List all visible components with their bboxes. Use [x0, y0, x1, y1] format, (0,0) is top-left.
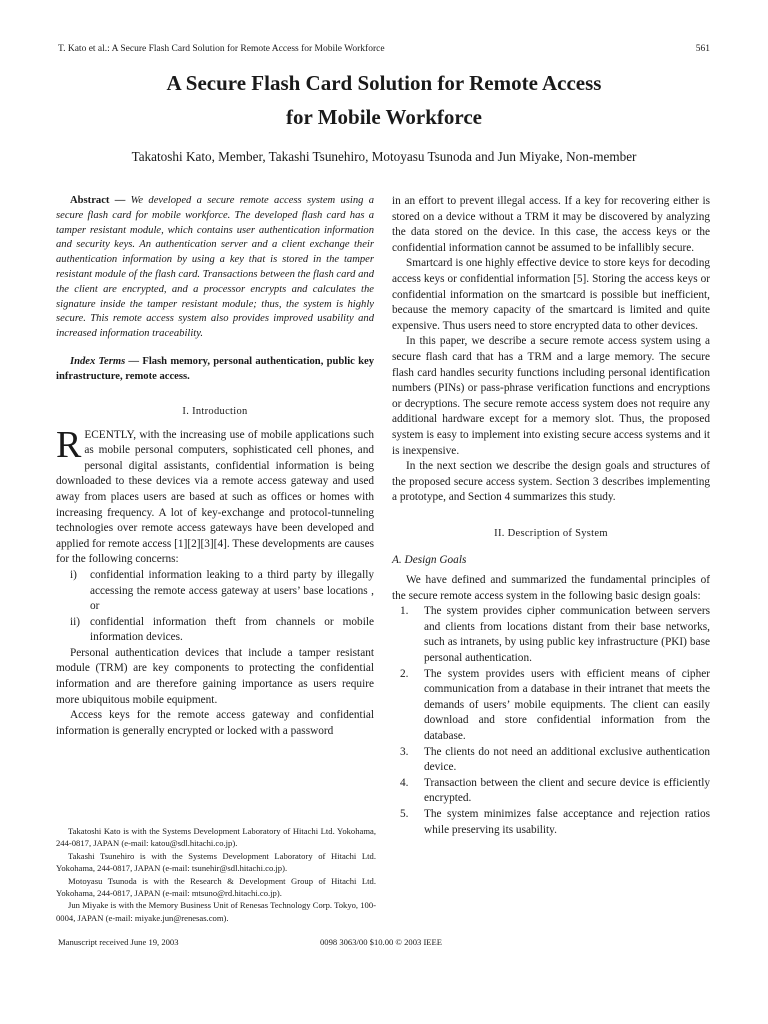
- running-header: [58, 44, 710, 54]
- intro-paragraph-7: In the next section we describe the design goals and structures of the proposed secure access system. Section 3 describes implementing a prototype, and Section 4 summarizes this study.: [392, 460, 710, 504]
- intro-paragraph-2: Personal authentication devices that include a tamper resistant module (TRM) are key components to protecting the confidential information and are therefore gaining importance as users require more ubiquitous mobile equipment.: [56, 646, 374, 706]
- design-goals-list: [392, 604, 710, 838]
- title-line-2: for Mobile Workforce: [286, 105, 482, 129]
- intro-paragraph-4: in an effort to prevent illegal access. If a key for recovering either is stored on a device without a TRM it may be discovered by analyzing the data stored on the device. In this case, the access keys or the confidential information cannot be assumed to be infallibly secure.: [392, 195, 710, 254]
- copyright-notice: 0098 3063/00 $10.00 © 2003 IEEE: [320, 937, 443, 947]
- section-heading-introduction: I. Introduction: [182, 405, 248, 417]
- list-marker: ii): [70, 615, 81, 628]
- list-item: [392, 745, 710, 776]
- manuscript-received: Manuscript received June 19, 2003: [58, 937, 179, 947]
- drop-cap: R: [56, 423, 82, 466]
- list-item-text: The system provides cipher communication between servers and clients from locations distant from their base networks, such as intranets, by using public key infrastructure (PKI) base personal authentication.: [424, 605, 710, 665]
- index-terms-text: Flash memory, personal authentication, public key infrastructure, remote access.: [56, 355, 374, 382]
- list-item: [392, 604, 710, 666]
- footnote: Motoyasu Tsunoda is with the Research & Development Group of Hitachi Ltd. Yokohama, 244-0817, JAPAN (e-mail: mtsuno@rd.hitachi.co.jp).: [56, 875, 376, 899]
- section-heading-description: II. Description of System: [494, 527, 608, 539]
- intro-paragraph-1-text: ECENTLY, with the increasing use of mobile applications such as mobile personal computers, sophisticated cell phones, and personal digital assistants, confidential information is being downloaded to these devices via a remote access gateway and used away from places users are based at such as offices or homes with increasing frequency. A lot of key-exchange and protocol-tunneling technologies over remote access gateways have been developed and applied for remote access [1][2][3][4]. These developments are causes for the following concerns:: [56, 428, 374, 566]
- list-marker: i): [70, 568, 77, 581]
- list-marker: 2.: [400, 667, 409, 680]
- abstract: [56, 194, 374, 342]
- paper-title: [0, 66, 768, 134]
- list-item: [392, 807, 710, 838]
- subsection-heading-design-goals: A. Design Goals: [392, 554, 467, 567]
- list-item-text: The system provides users with efficient means of cipher communication from a database in their intranet that meets the demands of users’ mobile equipments. The client can easily download and store confidential information from the database.: [424, 667, 710, 742]
- list-marker: 3.: [400, 745, 409, 758]
- index-terms-label: Index Terms —: [70, 355, 140, 367]
- running-title: T. Kato et al.: A Secure Flash Card Solution for Remote Access for Mobile Workforce: [58, 44, 385, 54]
- page-number: 561: [695, 44, 710, 54]
- footnote: Jun Miyake is with the Memory Business Unit of Renesas Technology Corp. Tokyo, 100-0004, JAPAN (e-mail: miyake.jun@renesas.com).: [56, 900, 376, 923]
- title-line-1: A Secure Flash Card Solution for Remote Access: [166, 71, 602, 95]
- list-item-text: confidential information theft from channels or mobile information devices.: [90, 615, 374, 644]
- list-marker: 4.: [400, 776, 409, 789]
- list-item: [392, 776, 710, 807]
- footnote: Takatoshi Kato is with the Systems Development Laboratory of Hitachi Ltd. Yokohama, 244-0817, JAPAN (e-mail: katou@sdl.hitachi.co.jp).: [56, 826, 376, 849]
- author-footnotes: [56, 825, 376, 924]
- left-column: [56, 194, 374, 739]
- right-column: [392, 194, 710, 838]
- author-list: Takatoshi Kato, Member, Takashi Tsunehiro, Motoyasu Tsunoda and Jun Miyake, Non-member: [131, 149, 637, 164]
- intro-paragraph-5: Smartcard is one highly effective device to store keys for decoding access keys or confidential information [5]. Storing the access keys or confidential information on the smartcard is possible but inefficient, because the memory capacity of the smartcard is limited and quite expensive. Thus users need to store encrypted data to other devices.: [392, 257, 710, 332]
- list-item: [56, 568, 374, 615]
- page-footer: [58, 937, 708, 947]
- concern-list: [56, 568, 374, 646]
- list-item: [392, 667, 710, 745]
- intro-paragraph-1: [56, 423, 374, 568]
- index-terms: [56, 354, 374, 384]
- list-marker: 1.: [400, 605, 409, 618]
- intro-paragraph-3: Access keys for the remote access gateway and confidential information is generally encrypted or locked with a password: [56, 709, 374, 737]
- design-goals-intro: We have defined and summarized the fundamental principles of the secure remote access system in the following basic design goals:: [392, 574, 710, 602]
- list-marker: 5.: [400, 807, 409, 820]
- list-item: [56, 615, 374, 646]
- intro-paragraph-6: In this paper, we describe a secure remote access system using a secure flash card that has a TRM and a large memory. The secure flash card handles security functions including personal identification numbers (PINs) or pass-phrase verification functions and encryptions or decryptions. The secure remote access system does not require any additional hardware except for a memory slot. Thus, the proposed system is easy to implement into existing secure access systems and it is inexpensive.: [392, 335, 710, 457]
- list-item-text: The system minimizes false acceptance and rejection ratios while preserving its usability.: [424, 807, 710, 836]
- list-item-text: The clients do not need an additional exclusive authentication device.: [424, 745, 710, 774]
- footnote: Takashi Tsunehiro is with the Systems Development Laboratory of Hitachi Ltd. Yokohama, 244-0817, JAPAN (e-mail: tsunehir@sdl.hitachi.co.jp).: [56, 850, 376, 874]
- abstract-label: Abstract —: [70, 195, 126, 206]
- abstract-text: We developed a secure remote access system using a secure flash card for mobile workforce. The developed flash card has a tamper resistant module, which contains user authentication information and security keys. An authentication server and a client exchange their authentication information by using a key that is stored in the tamper resistant module of the flash card. Transactions between the flash card and the client are encrypted, and a processor encrypts and calculates the signature inside the tamper resistant module; thus, the system is highly secure. This remote access system also provides improved usability and increased information traceability.: [56, 195, 374, 340]
- list-item-text: confidential information leaking to a third party by illegally accessing the remote access gateway at users’ base locations , or: [90, 568, 374, 613]
- list-item-text: Transaction between the client and secure device is efficiently encrypted.: [424, 776, 710, 805]
